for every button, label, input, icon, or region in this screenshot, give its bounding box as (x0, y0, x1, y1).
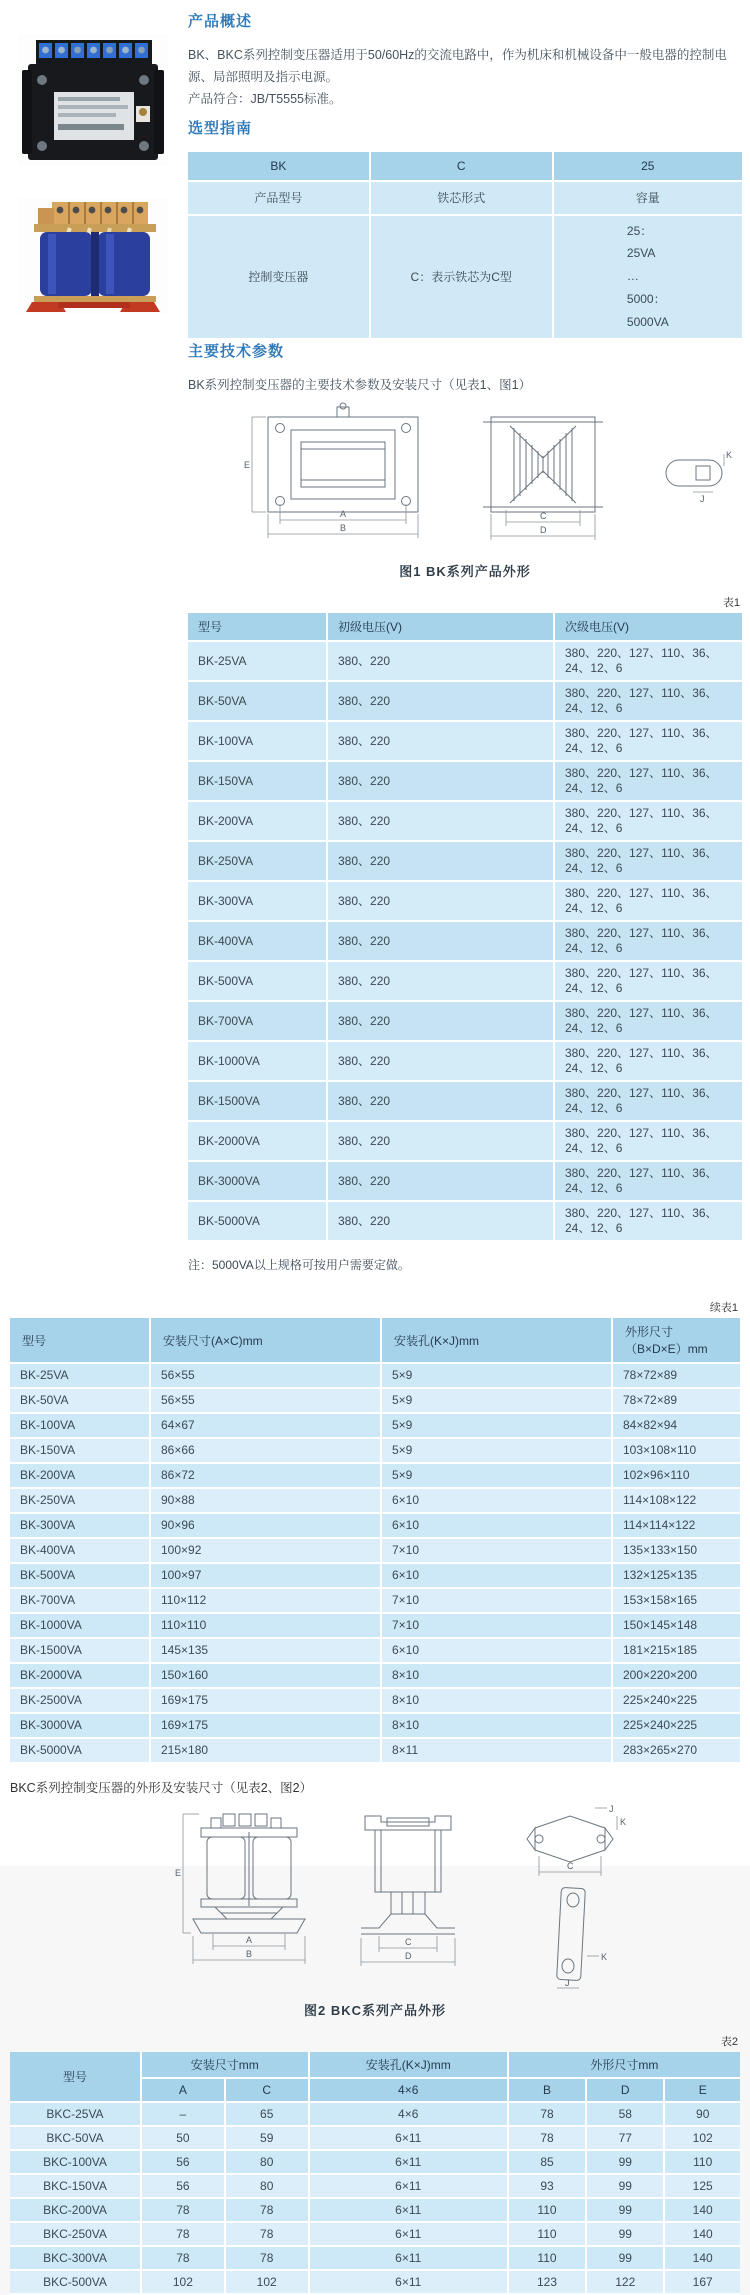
bk-intro: BK系列控制变压器的主要技术参数及安装尺寸（见表1、图1） (188, 377, 532, 392)
table-cell: 6×11 (310, 2199, 509, 2223)
table-cell: 380、220、127、110、36、24、12、6 (555, 882, 742, 922)
product-photo-column (0, 0, 186, 1285)
table-cell: 86×66 (151, 1439, 382, 1464)
selection-header-model: BK (188, 152, 371, 182)
table-cell: 102 (142, 2271, 226, 2295)
selection-value-core: C：表示铁芯为C型 (371, 216, 554, 340)
table-cell: BK-150VA (188, 762, 328, 802)
selection-value-capacity (554, 216, 742, 340)
table-cell: BK-200VA (188, 802, 328, 842)
table-cell: BK-100VA (188, 722, 328, 762)
table-cell: 380、220、127、110、36、24、12、6 (555, 1042, 742, 1082)
table-cell: 99 (587, 2247, 665, 2271)
t2-sub-a: A (142, 2079, 226, 2103)
table-cell: BK-300VA (10, 1514, 151, 1539)
table-cell: 169×175 (151, 1714, 382, 1739)
overview-title: 产品概述 (188, 13, 253, 30)
table1b-tag: 续表1 (709, 1302, 738, 1315)
t1-header-secondary: 次级电压(V) (555, 613, 742, 642)
bk-product-photo (18, 34, 168, 166)
table-cell: BKC-100VA (10, 2151, 142, 2175)
table-row (10, 1689, 740, 1714)
table-cell: 380、220、127、110、36、24、12、6 (555, 682, 742, 722)
dim2-label-k1: K (620, 1817, 627, 1828)
table-cell: 6×10 (382, 1564, 613, 1589)
dim2-label-c: C (405, 1937, 412, 1948)
table-cell: 102 (226, 2271, 310, 2295)
table-cell: 78 (509, 2127, 587, 2151)
table-cell: 99 (587, 2223, 665, 2247)
dimension-table-bkc (10, 2052, 740, 2295)
table-cell: 77 (587, 2127, 665, 2151)
table-row (10, 1514, 740, 1539)
table-cell: 380、220、127、110、36、24、12、6 (555, 802, 742, 842)
t2-sub-hole: 4×6 (310, 2079, 509, 2103)
table-cell: 85 (509, 2151, 587, 2175)
dim-label-e: E (244, 460, 251, 471)
dim2-label-a: A (246, 1935, 253, 1946)
table-cell: 380、220 (328, 1202, 555, 1242)
table-cell: 6×11 (310, 2151, 509, 2175)
overview-body (188, 45, 742, 111)
table-row (188, 1082, 742, 1122)
figure2-drawing (65, 1806, 685, 1991)
table-cell: 380、220、127、110、36、24、12、6 (555, 762, 742, 802)
selection-label-capacity: 容量 (554, 182, 742, 216)
table-cell: BK-250VA (10, 1489, 151, 1514)
table-cell: 99 (587, 2151, 665, 2175)
t1-header-primary: 初级电压(V) (328, 613, 555, 642)
table-cell: 6×11 (310, 2175, 509, 2199)
table-cell: 90×96 (151, 1514, 382, 1539)
table-cell: 380、220、127、110、36、24、12、6 (555, 962, 742, 1002)
table-cell: 78 (226, 2199, 310, 2223)
table-cell: BK-1000VA (188, 1042, 328, 1082)
table-cell: 8×10 (382, 1664, 613, 1689)
table-cell: 6×10 (382, 1489, 613, 1514)
table-cell: BK-2000VA (10, 1664, 151, 1689)
table-cell: 90×88 (151, 1489, 382, 1514)
dim-label-k: K (726, 450, 733, 461)
table-row (188, 1042, 742, 1082)
table-cell: 50 (142, 2127, 226, 2151)
dim2-label-b: B (246, 1949, 253, 1960)
table-cell: 6×11 (310, 2223, 509, 2247)
table-cell: 78 (226, 2247, 310, 2271)
table-cell: 65 (226, 2103, 310, 2127)
table-cell: BK-5000VA (10, 1739, 151, 1764)
dim2-label-c2: C (567, 1861, 574, 1872)
table-cell: 90 (665, 2103, 740, 2127)
table-cell: 153×158×165 (613, 1589, 740, 1614)
table-cell: 380、220、127、110、36、24、12、6 (555, 642, 742, 682)
table-row (10, 2223, 740, 2247)
table-cell: 110 (509, 2247, 587, 2271)
table-cell: 181×215×185 (613, 1639, 740, 1664)
table-row (10, 1439, 740, 1464)
table-cell: 380、220 (328, 642, 555, 682)
table-cell: 114×114×122 (613, 1514, 740, 1539)
table-cell: 103×108×110 (613, 1439, 740, 1464)
table-cell: 5×9 (382, 1364, 613, 1389)
bkc-intro: BKC系列控制变压器的外形及安装尺寸（见表2、图2） (10, 1781, 313, 1796)
table-cell: 56 (142, 2175, 226, 2199)
table-cell: 8×10 (382, 1714, 613, 1739)
figure1-drawing (188, 402, 733, 552)
table-row (10, 1614, 740, 1639)
table-cell: 380、220、127、110、36、24、12、6 (555, 1162, 742, 1202)
table-cell: BK-25VA (188, 642, 328, 682)
table-cell: BKC-200VA (10, 2199, 142, 2223)
table-cell: 5×9 (382, 1439, 613, 1464)
table-cell: 380、220、127、110、36、24、12、6 (555, 1002, 742, 1042)
dim-label-b: B (340, 523, 347, 534)
table-row (10, 1639, 740, 1664)
table-row (10, 1739, 740, 1764)
table-cell: 8×11 (382, 1739, 613, 1764)
table-cell: BK-5000VA (188, 1202, 328, 1242)
table-cell: 4×6 (310, 2103, 509, 2127)
table-row (188, 1162, 742, 1202)
selection-value-model: 控制变压器 (188, 216, 371, 340)
table-cell: BKC-250VA (10, 2223, 142, 2247)
table-cell: BK-300VA (188, 882, 328, 922)
dimension-table-bk (10, 1318, 740, 1764)
table1-tag: 表1 (722, 597, 740, 610)
table-cell: BK-50VA (188, 682, 328, 722)
table-cell: BK-3000VA (188, 1162, 328, 1202)
table-cell: BK-400VA (188, 922, 328, 962)
table-cell: 8×10 (382, 1689, 613, 1714)
dim-label-c: C (540, 511, 547, 522)
t2-sub-d: D (587, 2079, 665, 2103)
dim-label-a: A (340, 509, 347, 520)
overview-line2: 产品符合：JB/T5555标准。 (188, 91, 342, 106)
capacity-line: 5000VA (626, 314, 669, 329)
table-cell: 6×10 (382, 1514, 613, 1539)
capacity-line: 25VA (626, 246, 656, 261)
table-row (188, 682, 742, 722)
table-row (10, 2103, 740, 2127)
selection-guide-table (188, 152, 742, 340)
table-row (10, 2151, 740, 2175)
table-cell: 100×92 (151, 1539, 382, 1564)
table-cell: 380、220 (328, 722, 555, 762)
table-row (10, 1564, 740, 1589)
table-cell: 58 (587, 2103, 665, 2127)
table-cell: 380、220 (328, 1122, 555, 1162)
table-cell: 125 (665, 2175, 740, 2199)
table-cell: BK-25VA (10, 1364, 151, 1389)
table-row (188, 802, 742, 842)
table-cell: BK-200VA (10, 1464, 151, 1489)
table-cell: 6×11 (310, 2247, 509, 2271)
table-cell: BKC-300VA (10, 2247, 142, 2271)
table-cell: 6×11 (310, 2271, 509, 2295)
table-cell: BK-700VA (188, 1002, 328, 1042)
table-cell: 380、220 (328, 762, 555, 802)
table-cell: BK-50VA (10, 1389, 151, 1414)
selection-label-core: 铁芯形式 (371, 182, 554, 216)
table-cell: 110 (509, 2199, 587, 2223)
table-cell: 380、220 (328, 962, 555, 1002)
table-cell: BK-500VA (188, 962, 328, 1002)
table-row (188, 962, 742, 1002)
table-cell: 380、220、127、110、36、24、12、6 (555, 722, 742, 762)
t1b-header-model: 型号 (10, 1318, 151, 1364)
table-cell: 150×145×148 (613, 1614, 740, 1639)
table-row (10, 2175, 740, 2199)
table-cell: 283×265×270 (613, 1739, 740, 1764)
table-cell: 102 (665, 2127, 740, 2151)
table-cell: 99 (587, 2175, 665, 2199)
t2-sub-b: B (509, 2079, 587, 2103)
table-cell: 225×240×225 (613, 1689, 740, 1714)
table-cell: 380、220 (328, 1042, 555, 1082)
table-cell: 86×72 (151, 1464, 382, 1489)
table-cell: 6×10 (382, 1639, 613, 1664)
table-row (10, 1489, 740, 1514)
table-row (188, 642, 742, 682)
voltage-table (188, 613, 742, 1242)
table-cell: BK-1500VA (188, 1082, 328, 1122)
table-cell: 135×133×150 (613, 1539, 740, 1564)
table-cell: 80 (226, 2175, 310, 2199)
table-cell: 380、220 (328, 882, 555, 922)
t2-group-hole: 安装孔(K×J)mm (310, 2052, 509, 2079)
table-cell: BK-700VA (10, 1589, 151, 1614)
capacity-line: 5000： (626, 292, 666, 307)
table-cell: BKC-500VA (10, 2271, 142, 2295)
table-cell: 215×180 (151, 1739, 382, 1764)
t1-header-model: 型号 (188, 613, 328, 642)
content-column (186, 0, 750, 1285)
table-row (10, 1414, 740, 1439)
dim2-label-j1: J (609, 1804, 614, 1815)
table-cell: BK-100VA (10, 1414, 151, 1439)
table-cell: BK-1000VA (10, 1614, 151, 1639)
t2-group-mount: 安装尺寸mm (142, 2052, 310, 2079)
table-cell: 167 (665, 2271, 740, 2295)
table-cell: 110×112 (151, 1589, 382, 1614)
table-cell: BKC-25VA (10, 2103, 142, 2127)
t1b-header-hole: 安装孔(K×J)mm (382, 1318, 613, 1364)
table-cell: BKC-150VA (10, 2175, 142, 2199)
table-cell: BK-2000VA (188, 1122, 328, 1162)
table-cell: 380、220 (328, 802, 555, 842)
table-row (188, 1002, 742, 1042)
table-row (188, 1122, 742, 1162)
table-cell: 140 (665, 2223, 740, 2247)
table-cell: 380、220、127、110、36、24、12、6 (555, 922, 742, 962)
table-cell: 122 (587, 2271, 665, 2295)
table-row (188, 762, 742, 802)
table-cell: 84×82×94 (613, 1414, 740, 1439)
table2-tag: 表2 (720, 2036, 738, 2049)
selection-header-core: C (371, 152, 554, 182)
figure1 (188, 402, 742, 580)
table-cell: 114×108×122 (613, 1489, 740, 1514)
table-cell: 225×240×225 (613, 1714, 740, 1739)
table-cell: 380、220、127、110、36、24、12、6 (555, 842, 742, 882)
table-row (10, 2199, 740, 2223)
table-cell: 93 (509, 2175, 587, 2199)
table-cell: 7×10 (382, 1589, 613, 1614)
table-cell: BK-500VA (10, 1564, 151, 1589)
table-cell: 169×175 (151, 1689, 382, 1714)
table-cell: 380、220 (328, 842, 555, 882)
selection-header-capacity: 25 (554, 152, 742, 182)
table-cell: BK-250VA (188, 842, 328, 882)
table-row (188, 882, 742, 922)
table-cell: 99 (587, 2199, 665, 2223)
table-cell: 380、220 (328, 922, 555, 962)
table-row (10, 1364, 740, 1389)
table-cell: 110 (665, 2151, 740, 2175)
table-cell: 56 (142, 2151, 226, 2175)
table-cell: 78×72×89 (613, 1364, 740, 1389)
table-row (188, 922, 742, 962)
table-cell: BK-400VA (10, 1539, 151, 1564)
table-cell: BK-2500VA (10, 1689, 151, 1714)
table-cell: 80 (226, 2151, 310, 2175)
table-cell: 102×96×110 (613, 1464, 740, 1489)
figure2 (10, 1806, 740, 2019)
table-cell: 5×9 (382, 1414, 613, 1439)
table-cell: 380、220 (328, 1082, 555, 1122)
table-row (188, 842, 742, 882)
t1b-header-outline: 外形尺寸（B×D×E）mm (613, 1318, 740, 1364)
table-cell: – (142, 2103, 226, 2127)
table-cell: 380、220 (328, 1002, 555, 1042)
table-cell: 78×72×89 (613, 1389, 740, 1414)
t2-group-outline: 外形尺寸mm (509, 2052, 740, 2079)
table-cell: 78 (142, 2199, 226, 2223)
table-cell: 145×135 (151, 1639, 382, 1664)
dim-label-d: D (540, 525, 547, 536)
t1b-header-mount: 安装尺寸(A×C)mm (151, 1318, 382, 1364)
table-cell: 380、220 (328, 1162, 555, 1202)
table-cell: 140 (665, 2199, 740, 2223)
overview-line1: BK、BKC系列控制变压器适用于50/60Hz的交流电路中，作为机床和机械设备中一般电器的控制电源、局部照明及指示电源。 (188, 48, 727, 84)
dim2-label-e: E (175, 1868, 182, 1879)
table-cell: BKC-50VA (10, 2127, 142, 2151)
table-row (10, 1664, 740, 1689)
table-row (10, 2247, 740, 2271)
table-row (10, 2127, 740, 2151)
dim2-label-d: D (405, 1951, 412, 1962)
table-cell: 5×9 (382, 1389, 613, 1414)
table-cell: 6×11 (310, 2127, 509, 2151)
figure2-caption: 图2 BKC系列产品外形 (303, 2003, 446, 2019)
selection-title: 选型指南 (188, 119, 253, 137)
capacity-line: … (626, 269, 639, 284)
table-cell: 78 (142, 2223, 226, 2247)
params-title: 主要技术参数 (188, 342, 285, 360)
table-cell: 110×110 (151, 1614, 382, 1639)
table-cell: 150×160 (151, 1664, 382, 1689)
figure1-caption: 图1 BK系列产品外形 (399, 564, 531, 580)
table-cell: 200×220×200 (613, 1664, 740, 1689)
table-cell: 380、220、127、110、36、24、12、6 (555, 1082, 742, 1122)
capacity-line: 25： (626, 223, 653, 238)
table-cell: 7×10 (382, 1614, 613, 1639)
table-cell: 100×97 (151, 1564, 382, 1589)
t2-sub-e: E (665, 2079, 740, 2103)
table-cell: BK-3000VA (10, 1714, 151, 1739)
table-row (10, 1389, 740, 1414)
table-cell: 140 (665, 2247, 740, 2271)
table-cell: 56×55 (151, 1364, 382, 1389)
table-cell: 78 (509, 2103, 587, 2127)
table-row (10, 2271, 740, 2295)
table-row (188, 1202, 742, 1242)
table-cell: BK-1500VA (10, 1639, 151, 1664)
lower-section (0, 1299, 750, 2295)
table-cell: 5×9 (382, 1464, 613, 1489)
table-cell: 380、220、127、110、36、24、12、6 (555, 1202, 742, 1242)
dim-label-j: J (700, 494, 705, 505)
table-row (10, 1714, 740, 1739)
dim2-label-k2: K (601, 1952, 608, 1963)
table-cell: 59 (226, 2127, 310, 2151)
bkc-product-photo (18, 198, 168, 314)
table-cell: 78 (226, 2223, 310, 2247)
table-cell: 7×10 (382, 1539, 613, 1564)
table-cell: 110 (509, 2223, 587, 2247)
table-cell: 78 (142, 2247, 226, 2271)
t2-sub-c: C (226, 2079, 310, 2103)
dim2-label-j2: J (565, 1978, 570, 1989)
table-cell: BK-150VA (10, 1439, 151, 1464)
table1-note: 注：5000VA以上规格可按用户需要定做。 (188, 1258, 410, 1273)
table-row (10, 1464, 740, 1489)
table-cell: 380、220、127、110、36、24、12、6 (555, 1122, 742, 1162)
t2-header-model: 型号 (10, 2052, 142, 2103)
table-cell: 56×55 (151, 1389, 382, 1414)
table-cell: 132×125×135 (613, 1564, 740, 1589)
selection-label-model: 产品型号 (188, 182, 371, 216)
table-cell: 64×67 (151, 1414, 382, 1439)
table-row (10, 1589, 740, 1614)
table-cell: 123 (509, 2271, 587, 2295)
table-row (188, 722, 742, 762)
table-cell: 380、220 (328, 682, 555, 722)
table-row (10, 1539, 740, 1564)
